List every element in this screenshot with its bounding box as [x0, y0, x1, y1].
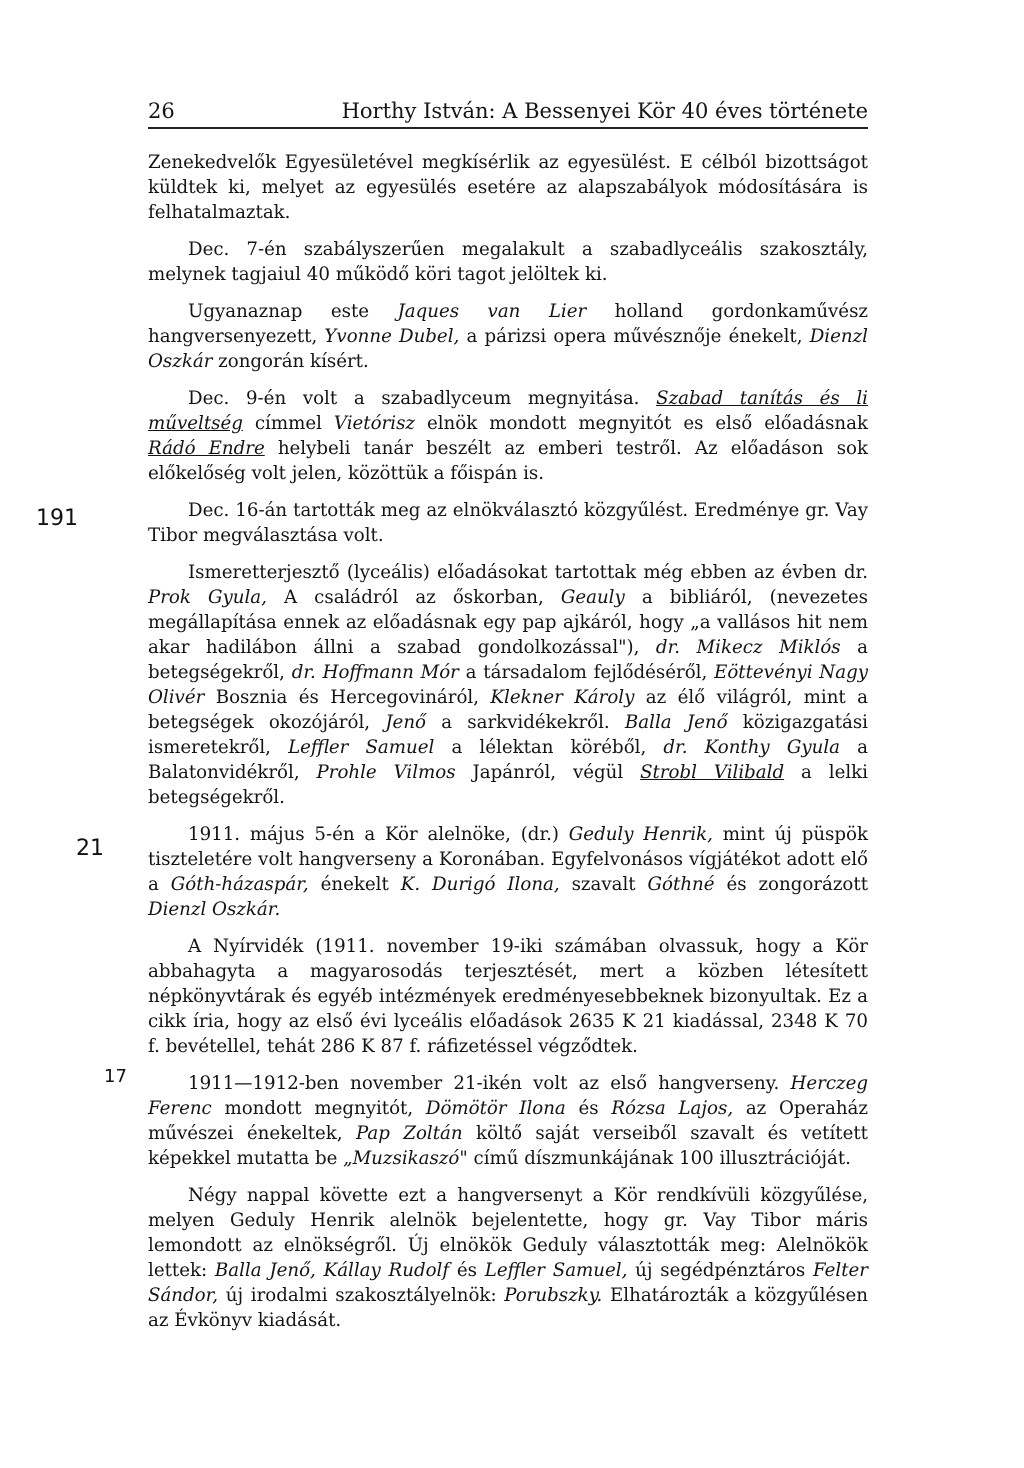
margin-note-year: 191 [36, 506, 78, 531]
margin-note-21: 21 [76, 836, 104, 861]
paragraph-1: Zenekedvelők Egyesületével megkísérlik az egyesülést. E célból bizottságot küldtek ki, melyet az egyesülés esetére az alapszabályok módosítására is felhatalmaztak. [148, 152, 868, 223]
running-title: Horthy István: A Bessenyei Kör 40 éves története [341, 99, 868, 123]
paragraph-9: 1911—1912-ben november 21-ikén volt az első hangverseny. Herczeg Ferenc mondott megnyitót, Dömötör Ilona és Rózsa Lajos, az Operaház művészei énekeltek, Pap Zoltán költő saját verseiből szavalt és vetített képekkel mutatta be „Muzsikaszó" című díszmunkájának 100 illusztrációját. [148, 1073, 868, 1169]
margin-note-17: 17 [104, 1066, 127, 1087]
paragraph-2: Dec. 7-én szabályszerűen megalakult a szabadlyceális szakosztály, melynek tagjaiul 40 működő köri tagot jelöltek ki. [148, 239, 868, 285]
paragraph-6: Ismeretterjesztő (lyceális) előadásokat tartottak még ebben az évben dr. Prok Gyula, A családról az őskorban, Geauly a bibliáról, (nevezetes megállapítása ennek az előadásnak egy pap ajkáról, hogy „a vallásos hit nem akar hadilábon állni a szabad gondolkozással"), dr. Mikecz Miklós a betegségekről, dr. Hoffmann Mór a társadalom fejlődéséről, Eöttevényi Nagy Olivér Bosznia és Hercegovináról, Klekner Károly az élő világról, mint a betegségek okozójáról, Jenő a sarkvidékekről. Balla Jenő közigazgatási ismeretekről, Leffler Samuel a lélektan köréből, dr. Konthy Gyula a Balatonvidékről, Prohle Vilmos Japánról, végül Strobl Vilibald a lelki betegségekről. [148, 562, 869, 808]
paragraph-4: Dec. 9-én volt a szabadlyceum megnyitása. Szabad tanítás és li műveltség címmel Vietórisz elnök mondott megnyitót es első előadásnak Rádó Endre helybeli tanár beszélt az emberi testről. Az előadáson sok előkelőség volt jelen, közöttük a főispán is. [148, 388, 868, 484]
paragraph-8: A Nyírvidék (1911. november 19-iki számában olvassuk, hogy a Kör abbahagyta a magyarosodás terjesztését, mert a közben létesített népkönyvtárak és egyéb intézmények eredményesebbeknek bizonyultak. Ez a cikk íria, hogy az első évi lyceális előadások 2635 K 21 kiadással, 2348 K 70 f. bevétellel, tehát 286 K 87 f. ráfizetéssel végződtek. [148, 936, 868, 1057]
page-number: 26 [148, 99, 175, 123]
page-header [148, 97, 868, 129]
paragraph-3: Ugyanaznap este Jaques van Lier holland gordonkaművész hangversenyezett, Yvonne Dubel, a párizsi opera művésznője énekelt, Dienzl Oszkár zongorán kísért. [148, 301, 868, 372]
paragraph-7: 1911. május 5-én a Kör alelnöke, (dr.) Geduly Henrik, mint új püspök tiszteletére volt hangverseny a Koronában. Egyfelvonásos vígjátékot adott elő a Góth-házaspár, énekelt K. Durigó Ilona, szavalt Góthné és zongorázott Dienzl Oszkár. [148, 824, 868, 920]
main-text [148, 150, 868, 1345]
paragraph-5: Dec. 16-án tartották meg az elnökválasztó közgyűlést. Eredménye gr. Vay Tibor megválasztása volt. [148, 500, 868, 546]
paragraph-10: Négy nappal követte ezt a hangversenyt a Kör rendkívüli közgyűlése, melyen Geduly Henrik alelnök bejelentette, hogy gr. Vay Tibor máris lemondott az elnökségről. Új elnökök Geduly választották meg: Alelnökök lettek: Balla Jenő, Kállay Rudolf és Leffler Samuel, új segédpénztáros Felter Sándor, új irodalmi szakosztályelnök: Porubszky. Elhatározták a közgyűlésen az Évkönyv kiadását. [148, 1185, 868, 1331]
